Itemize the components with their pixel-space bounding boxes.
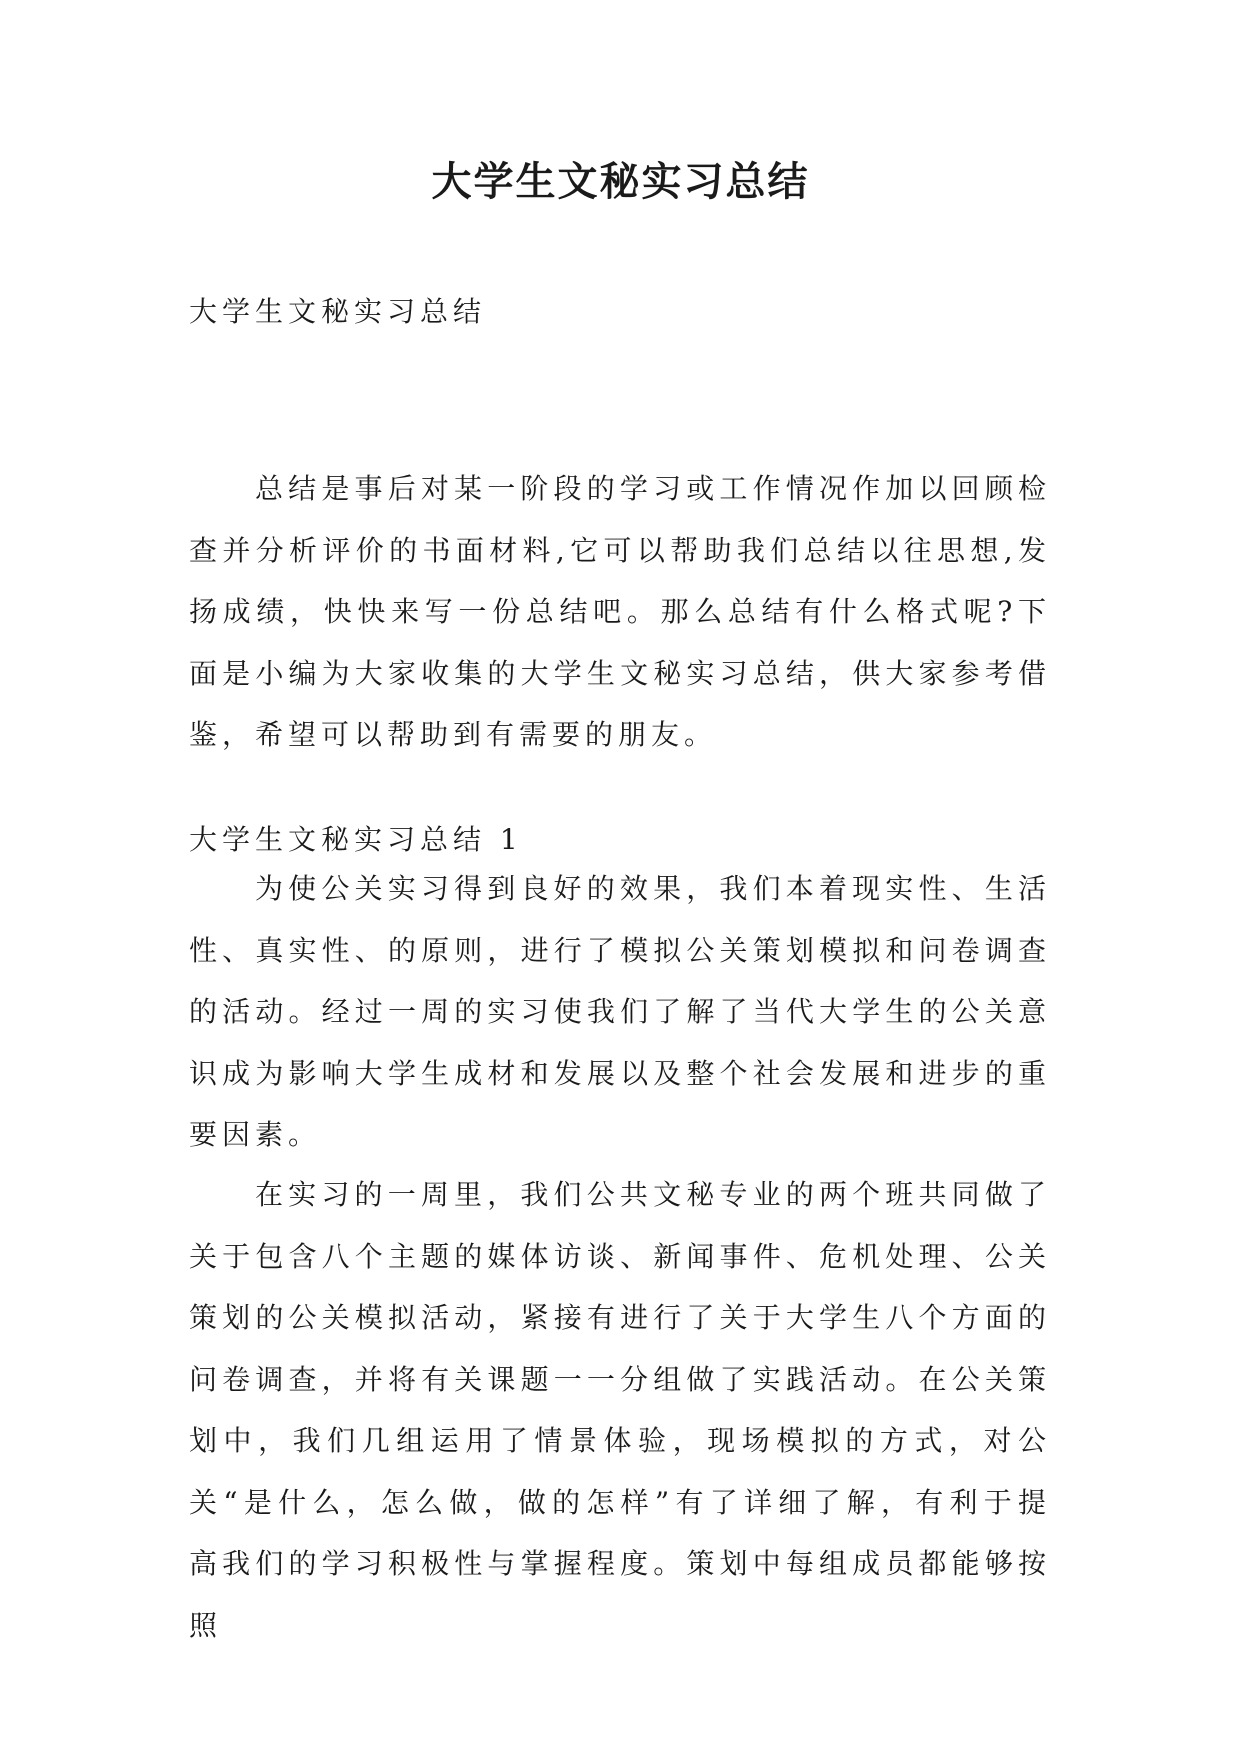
body-paragraph: 为使公关实习得到良好的效果，我们本着现实性、生活性、真实性、的原则，进行了模拟公关策划模拟和问卷调查的活动。经过一周的实习使我们了解了当代大学生的公关意识成为影响大学生成材和发展以及整个社会发展和进步的重要因素。	[189, 872, 1051, 1151]
section-heading: 大学生文秘实习总结 1	[189, 823, 523, 856]
intro-paragraph: 总结是事后对某一阶段的学习或工作情况作加以回顾检查并分析评价的书面材料,它可以帮助我们总结以往思想,发扬成绩，快快来写一份总结吧。那么总结有什么格式呢?下面是小编为大家收集的大学生文秘实习总结，供大家参考借鉴，希望可以帮助到有需要的朋友。	[189, 472, 1051, 751]
body-paragraph: 在实习的一周里，我们公共文秘专业的两个班共同做了关于包含八个主题的媒体访谈、新闻事件、危机处理、公关策划的公关模拟活动，紧接有进行了关于大学生八个方面的问卷调查，并将有关课题一一分组做了实践活动。在公关策划中，我们几组运用了情景体验，现场模拟的方式，对公关“是什么，怎么做，做的怎样”有了详细了解，有利于提高我们的学习积极性与掌握程度。策划中每组成员都能够按照	[189, 1178, 1051, 1642]
document-title: 大学生文秘实习总结	[431, 158, 810, 205]
document-subtitle: 大学生文秘实习总结	[189, 295, 487, 328]
